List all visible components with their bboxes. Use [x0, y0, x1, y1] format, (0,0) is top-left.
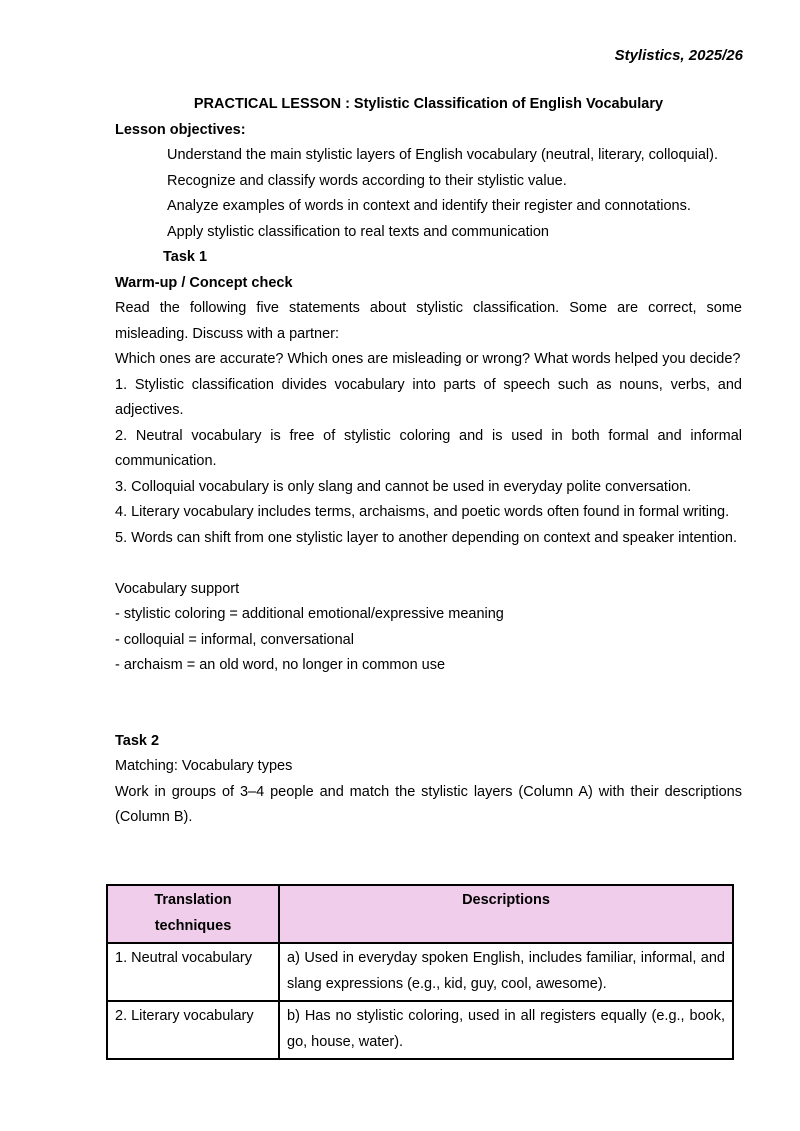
description-cell: b) Has no stylistic coloring, used in all registers equally (e.g., book, go, house, water). — [279, 1001, 733, 1059]
statement-item: 3. Colloquial vocabulary is only slang and cannot be used in everyday polite conversation. — [115, 478, 692, 495]
page-title: PRACTICAL LESSON : Stylistic Classification of English Vocabulary — [193, 96, 664, 112]
statement-item: 4. Literary vocabulary includes terms, archaisms, and poetic words often found in formal writing. — [115, 504, 730, 520]
table-row — [107, 943, 733, 1001]
spacer — [115, 551, 742, 577]
objective-item: Apply stylistic classification to real texts and communication — [167, 223, 549, 240]
statement-item: 5. Words can shift from one stylistic layer to another depending on context and speaker intention. — [115, 529, 737, 546]
main-content — [115, 92, 742, 831]
objective-item: Understand the main stylistic layers of English vocabulary (neutral, literary, colloquial). — [167, 147, 718, 163]
spacer — [115, 679, 742, 729]
task2-subtitle: Matching: Vocabulary types — [115, 758, 293, 774]
task2-intro: Work in groups of 3–4 people and match the stylistic layers (Column A) with their descriptions (Column B). — [115, 783, 742, 825]
vocabulary-support-item: - colloquial = informal, conversational — [115, 631, 354, 648]
vocabulary-type-cell: 2. Literary vocabulary — [107, 1001, 279, 1059]
vocabulary-type-cell: 1. Neutral vocabulary — [107, 943, 279, 1001]
task2-label: Task 2 — [115, 732, 160, 749]
column-b-header: Descriptions — [279, 885, 733, 943]
task1-intro: Read the following five statements about stylistic classification. Some are correct, some misleading. Discuss with a partner: — [115, 300, 742, 342]
objective-item: Recognize and classify words according to their stylistic value. — [167, 172, 567, 189]
vocabulary-support-item: - stylistic coloring = additional emotional/expressive meaning — [115, 606, 504, 622]
table-header-row — [107, 885, 733, 943]
task1-subtitle: Warm-up / Concept check — [115, 274, 293, 291]
table-row — [107, 1001, 733, 1059]
objectives-heading: Lesson objectives: — [115, 121, 246, 138]
vocabulary-support-item: - archaism = an old word, no longer in common use — [115, 657, 446, 673]
task1-label: Task 1 — [163, 249, 208, 265]
statement-item: 2. Neutral vocabulary is free of stylistic coloring and is used in both formal and informal communication. — [115, 427, 742, 469]
vocabulary-support-heading: Vocabulary support — [115, 580, 240, 597]
column-a-header: Translation techniques — [107, 885, 279, 943]
matching-table — [106, 884, 734, 1060]
description-cell: a) Used in everyday spoken English, includes familiar, informal, and slang expressions (e.g., kid, guy, cool, awesome). — [279, 943, 733, 1001]
statement-item: 1. Stylistic classification divides vocabulary into parts of speech such as nouns, verbs, and adjectives. — [115, 376, 742, 418]
course-header: Stylistics, 2025/26 — [614, 47, 743, 64]
task1-questions: Which ones are accurate? Which ones are misleading or wrong? What words helped you decide? — [115, 351, 741, 367]
objective-item: Analyze examples of words in context and identify their register and connotations. — [167, 198, 691, 214]
